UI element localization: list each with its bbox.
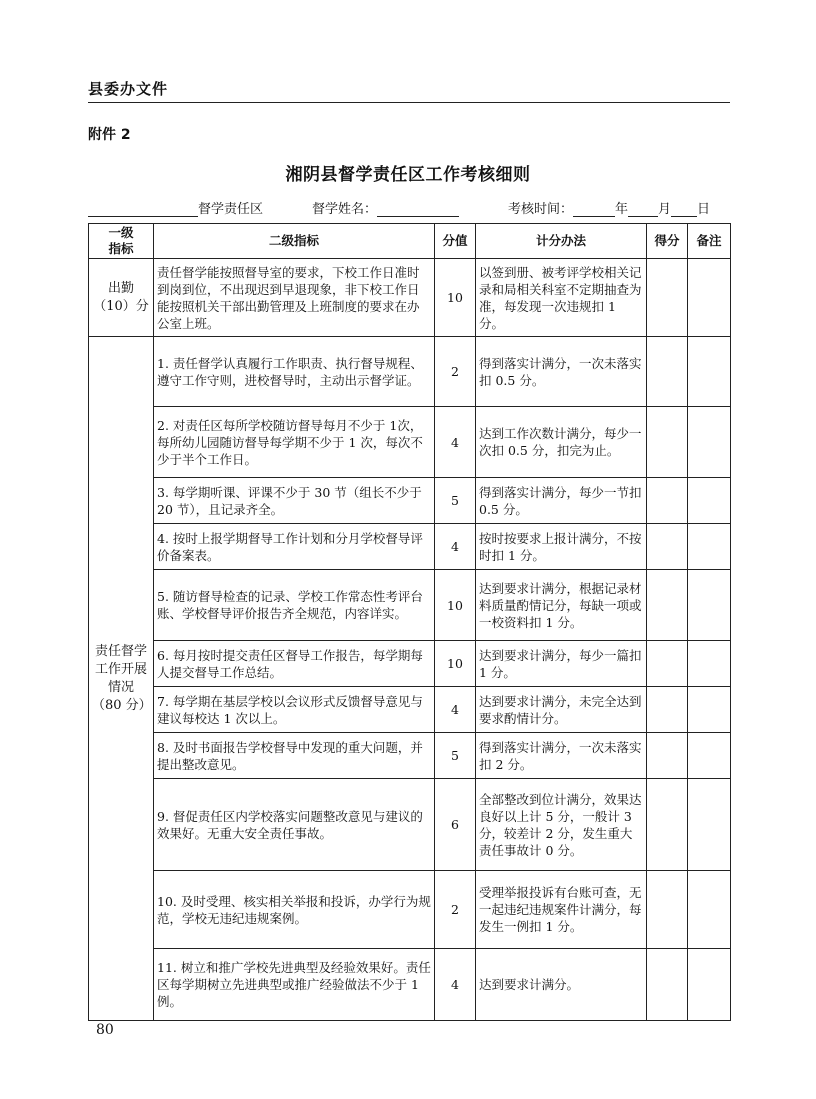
score-cell: 4	[435, 524, 476, 570]
day-label: 日	[697, 202, 711, 217]
indicator-cell: 4. 按时上报学期督导工作计划和分月学校督导评价备案表。	[154, 524, 435, 570]
method-cell: 达到工作次数计满分，每少一次扣 0.5 分，扣完为止。	[476, 407, 647, 478]
method-cell: 得到落实计满分，每少一节扣 0.5 分。	[476, 478, 647, 524]
earned-cell[interactable]	[647, 259, 688, 337]
earned-cell[interactable]	[647, 687, 688, 733]
earned-cell[interactable]	[647, 779, 688, 871]
score-cell: 2	[435, 871, 476, 949]
remarks-cell[interactable]	[688, 407, 731, 478]
year-label: 年	[615, 202, 629, 217]
page-number: 80	[96, 1022, 114, 1038]
header-level1: 一级 指标	[89, 224, 154, 259]
table-row	[89, 949, 731, 1021]
remarks-cell[interactable]	[688, 524, 731, 570]
method-cell: 达到要求计满分，每少一篇扣 1 分。	[476, 641, 647, 687]
score-cell: 10	[435, 641, 476, 687]
earned-cell[interactable]	[647, 871, 688, 949]
indicator-cell: 1. 责任督学认真履行工作职责、执行督导规程、遵守工作守则，进校督导时，主动出示督学证。	[154, 337, 435, 407]
table-row	[89, 733, 731, 779]
score-cell: 5	[435, 733, 476, 779]
time-label: 考核时间：	[508, 202, 574, 217]
table-row	[89, 779, 731, 871]
day-blank	[671, 202, 697, 217]
indicator-cell: 9. 督促责任区内学校落实问题整改意见与建议的效果好。无重大安全责任事故。	[154, 779, 435, 871]
remarks-cell[interactable]	[688, 259, 731, 337]
earned-cell[interactable]	[647, 524, 688, 570]
method-cell: 达到要求计满分。	[476, 949, 647, 1021]
document-header-label: 县委办文件	[88, 80, 169, 98]
table-row	[89, 478, 731, 524]
name-blank	[377, 202, 459, 217]
district-blank	[88, 202, 198, 217]
header-earned: 得分	[647, 224, 688, 259]
indicator-cell: 3. 每学期听课、评课不少于 30 节（组长不少于 20 节），且记录齐全。	[154, 478, 435, 524]
indicator-cell: 10. 及时受理、核实相关举报和投诉，办学行为规范，学校无违纪违规案例。	[154, 871, 435, 949]
table-row	[89, 641, 731, 687]
score-cell: 10	[435, 259, 476, 337]
score-cell: 10	[435, 570, 476, 641]
assessment-table	[88, 223, 731, 1021]
info-line	[88, 198, 730, 218]
earned-cell[interactable]	[647, 570, 688, 641]
table-header-row	[89, 224, 731, 259]
method-cell: 以签到册、被考评学校相关记录和局相关科室不定期抽查为准，每发现一次违规扣 1 分。	[476, 259, 647, 337]
score-cell: 4	[435, 687, 476, 733]
page-title: 湘阴县督学责任区工作考核细则	[285, 165, 531, 185]
method-cell: 全部整改到位计满分，效果达良好以上计 5 分，一般计 3 分，较差计 2 分，发生重大责任事故计 0 分。	[476, 779, 647, 871]
earned-cell[interactable]	[647, 949, 688, 1021]
earned-cell[interactable]	[647, 733, 688, 779]
score-cell: 5	[435, 478, 476, 524]
earned-cell[interactable]	[647, 407, 688, 478]
table-row	[89, 524, 731, 570]
name-label: 督学姓名：	[312, 202, 378, 217]
earned-cell[interactable]	[647, 641, 688, 687]
table-row	[89, 570, 731, 641]
indicator-cell: 11. 树立和推广学校先进典型及经验效果好。责任区每学期树立先进典型或推广经验做法不少于 1 例。	[154, 949, 435, 1021]
month-blank	[628, 202, 658, 217]
remarks-cell[interactable]	[688, 478, 731, 524]
district-label: 督学责任区	[198, 202, 264, 217]
remarks-cell[interactable]	[688, 949, 731, 1021]
month-label: 月	[658, 202, 672, 217]
method-cell: 按时按要求上报计满分，不按时扣 1 分。	[476, 524, 647, 570]
table-row	[89, 259, 731, 337]
indicator-cell: 6. 每月按时提交责任区督导工作报告，每学期每人提交督导工作总结。	[154, 641, 435, 687]
method-cell: 得到落实计满分，一次未落实扣 2 分。	[476, 733, 647, 779]
earned-cell[interactable]	[647, 478, 688, 524]
remarks-cell[interactable]	[688, 733, 731, 779]
header-remarks: 备注	[688, 224, 731, 259]
year-blank	[573, 202, 615, 217]
header-score: 分值	[435, 224, 476, 259]
level1-attendance: 出勤 （10）分	[89, 259, 154, 337]
indicator-cell: 2. 对责任区每所学校随访督导每月不少于 1次，每所幼儿园随访督导每学期不少于 1 次，每次不少于半个工作日。	[154, 407, 435, 478]
table-row	[89, 407, 731, 478]
remarks-cell[interactable]	[688, 337, 731, 407]
method-cell: 达到要求计满分，未完全达到要求酌情计分。	[476, 687, 647, 733]
level1-work: 责任督学 工作开展 情况 （80 分）	[89, 337, 154, 1021]
indicator-cell: 7. 每学期在基层学校以会议形式反馈督导意见与建议每校达 1 次以上。	[154, 687, 435, 733]
indicator-cell: 5. 随访督导检查的记录、学校工作常态性考评台账、学校督导评价报告齐全规范，内容详实。	[154, 570, 435, 641]
attachment-label: 附件 2	[88, 127, 131, 143]
table-row	[89, 687, 731, 733]
indicator-cell: 8. 及时书面报告学校督导中发现的重大问题，并提出整改意见。	[154, 733, 435, 779]
earned-cell[interactable]	[647, 337, 688, 407]
remarks-cell[interactable]	[688, 570, 731, 641]
score-cell: 6	[435, 779, 476, 871]
score-cell: 2	[435, 337, 476, 407]
table-row	[89, 871, 731, 949]
score-cell: 4	[435, 407, 476, 478]
remarks-cell[interactable]	[688, 779, 731, 871]
remarks-cell[interactable]	[688, 871, 731, 949]
score-cell: 4	[435, 949, 476, 1021]
header-level2: 二级指标	[154, 224, 435, 259]
header-method: 计分办法	[476, 224, 647, 259]
remarks-cell[interactable]	[688, 641, 731, 687]
method-cell: 得到落实计满分，一次未落实扣 0.5 分。	[476, 337, 647, 407]
remarks-cell[interactable]	[688, 687, 731, 733]
header-divider	[88, 102, 730, 103]
method-cell: 达到要求计满分，根据记录材料质量酌情记分，每缺一项或一校资料扣 1 分。	[476, 570, 647, 641]
method-cell: 受理举报投诉有台账可查，无一起违纪违规案件计满分，每发生一例扣 1 分。	[476, 871, 647, 949]
table-row	[89, 337, 731, 407]
indicator-cell: 责任督学能按照督导室的要求，下校工作日准时到岗到位，不出现迟到早退现象，非下校工作日能按照机关干部出勤管理及上班制度的要求在办公室上班。	[154, 259, 435, 337]
